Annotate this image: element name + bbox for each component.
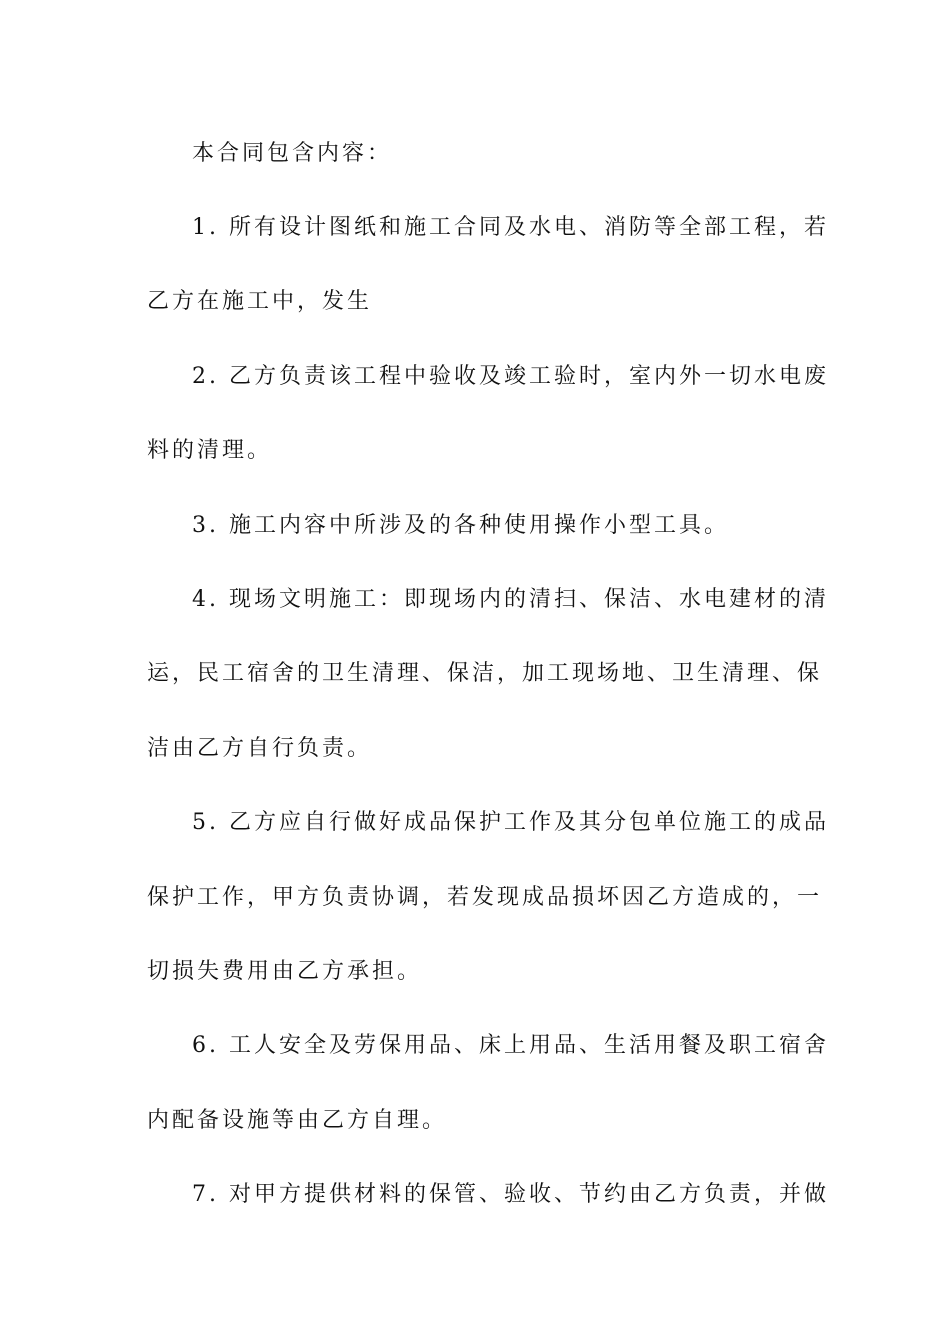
item-5-line-1: 5. 乙方应自行做好成品保护工作及其分包单位施工的成品 [192, 810, 829, 835]
item-5-line-2: 保护工作，甲方负责协调，若发现成品损坏因乙方造成的，一 [147, 885, 823, 910]
item-4-line-1: 4. 现场文明施工：即现场内的清扫、保洁、水电建材的清 [192, 587, 829, 612]
item-4-line-3: 洁由乙方自行负责。 [147, 736, 373, 761]
item-5-line-3: 切损失费用由乙方承担。 [147, 959, 423, 984]
item-7-line-1: 7. 对甲方提供材料的保管、验收、节约由乙方负责，并做 [192, 1182, 829, 1207]
intro-line: 本合同包含内容： [192, 141, 393, 166]
item-2-line-1: 2. 乙方负责该工程中验收及竣工验时，室内外一切水电废 [192, 364, 829, 389]
item-6-line-1: 6. 工人安全及劳保用品、床上用品、生活用餐及职工宿舍 [192, 1033, 829, 1058]
item-1-line-1: 1. 所有设计图纸和施工合同及水电、消防等全部工程，若 [192, 215, 829, 240]
item-1-line-2: 乙方在施工中，发生 [147, 289, 373, 314]
item-4-line-2: 运，民工宿舍的卫生清理、保洁，加工现场地、卫生清理、保 [147, 661, 823, 686]
item-6-line-2: 内配备设施等由乙方自理。 [147, 1108, 448, 1133]
item-2-line-2: 料的清理。 [147, 438, 273, 463]
item-3-line-1: 3. 施工内容中所涉及的各种使用操作小型工具。 [192, 513, 729, 538]
